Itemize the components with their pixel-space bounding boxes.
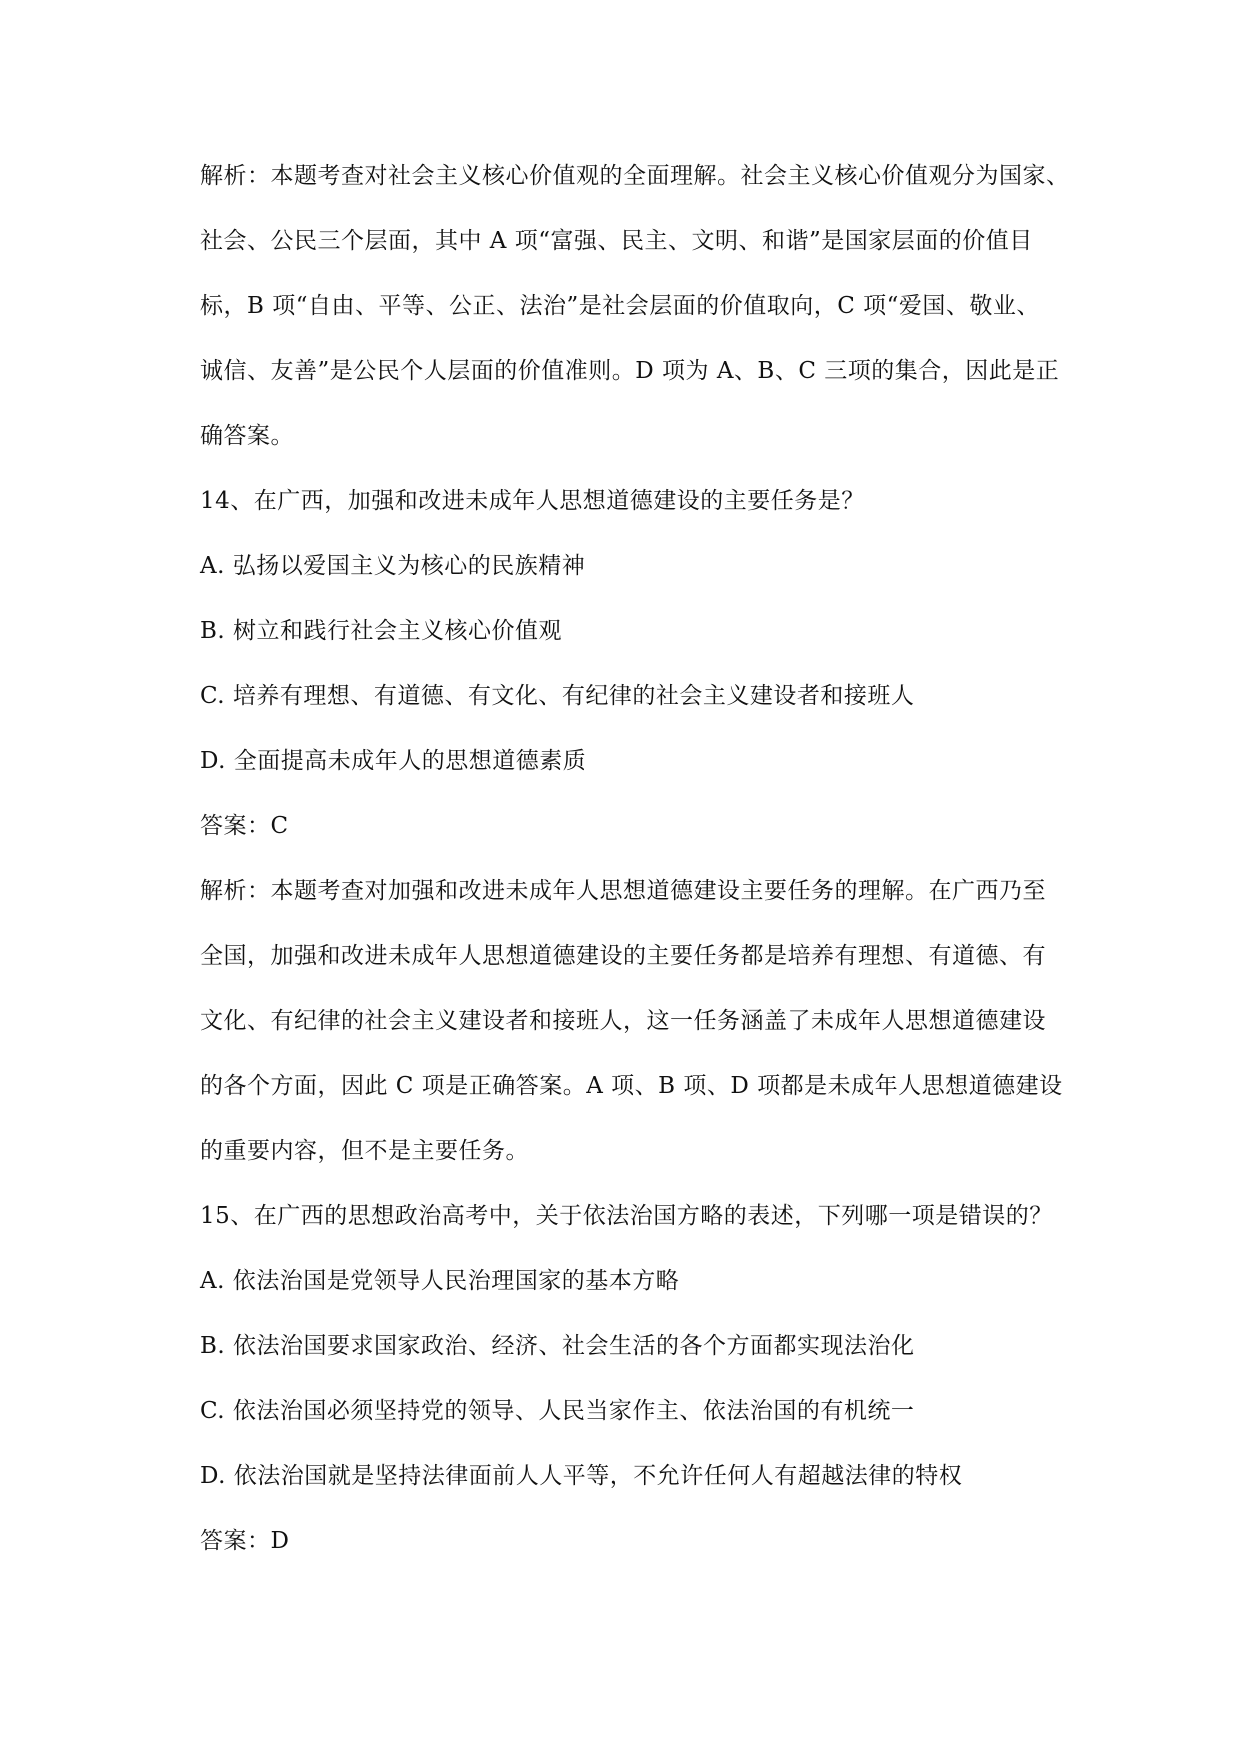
analysis-line: 的各个方面，因此 C 项是正确答案。A 项、B 项、D 项都是未成年人思想道德建设 (200, 1073, 1063, 1099)
analysis-line: 解析：本题考查对加强和改进未成年人思想道德建设主要任务的理解。在广西乃至 (200, 878, 1046, 904)
analysis-line: 诚信、友善”是公民个人层面的价值准则。D 项为 A、B、C 三项的集合，因此是正 (200, 358, 1060, 384)
analysis-line: 全国，加强和改进未成年人思想道德建设的主要任务都是培养有理想、有道德、有 (200, 943, 1046, 969)
analysis-line: 社会、公民三个层面，其中 A 项“富强、民主、文明、和谐”是国家层面的价值目 (200, 228, 1033, 254)
page-content (200, 144, 1100, 1574)
option-b: B. 树立和践行社会主义核心价值观 (200, 618, 563, 644)
analysis-line: 解析：本题考查对社会主义核心价值观的全面理解。社会主义核心价值观分为国家、 (200, 163, 1070, 189)
q13-analysis (200, 144, 1100, 469)
question-15 (200, 1184, 1100, 1574)
analysis-line: 文化、有纪律的社会主义建设者和接班人，这一任务涵盖了未成年人思想道德建设 (200, 1008, 1046, 1034)
option-a: A. 弘扬以爱国主义为核心的民族精神 (200, 553, 586, 579)
option-d: D. 全面提高未成年人的思想道德素质 (200, 748, 587, 774)
option-c: C. 依法治国必须坚持党的领导、人民当家作主、依法治国的有机统一 (200, 1398, 915, 1424)
option-b: B. 依法治国要求国家政治、经济、社会生活的各个方面都实现法治化 (200, 1333, 915, 1359)
answer: 答案：D (200, 1528, 290, 1554)
option-a: A. 依法治国是党领导人民治理国家的基本方略 (200, 1268, 680, 1294)
q14-analysis (200, 859, 1100, 1184)
option-d: D. 依法治国就是坚持法律面前人人平等，不允许任何人有超越法律的特权 (200, 1463, 963, 1489)
question-stem: 14、在广西，加强和改进未成年人思想道德建设的主要任务是？ (200, 488, 865, 514)
answer: 答案：C (200, 813, 289, 839)
question-14 (200, 469, 1100, 1184)
analysis-line: 标，B 项“自由、平等、公正、法治”是社会层面的价值取向，C 项“爱国、敬业、 (200, 293, 1040, 319)
analysis-line: 的重要内容，但不是主要任务。 (200, 1138, 529, 1164)
question-stem: 15、在广西的思想政治高考中，关于依法治国方略的表述，下列哪一项是错误的？ (200, 1203, 1053, 1229)
option-c: C. 培养有理想、有道德、有文化、有纪律的社会主义建设者和接班人 (200, 683, 915, 709)
analysis-line: 确答案。 (200, 423, 294, 449)
